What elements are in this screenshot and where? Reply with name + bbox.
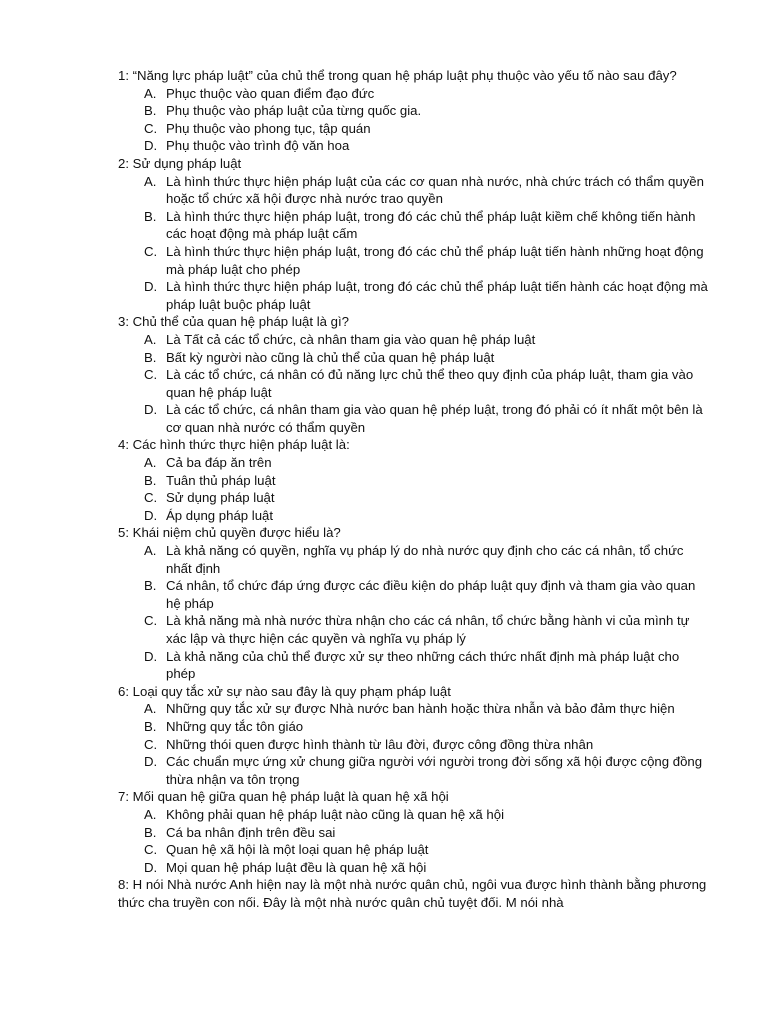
question-7-options <box>118 806 708 876</box>
option-item <box>118 507 708 525</box>
option-item <box>118 349 708 367</box>
option-item <box>118 85 708 103</box>
option-item <box>118 173 708 208</box>
option-letter: A. <box>144 173 157 189</box>
question-1-stem: 1: “Năng lực pháp luật” của chủ thể trong quan hệ pháp luật phụ thuộc vào yếu tố nào sau đây? <box>118 68 677 83</box>
document-page <box>118 67 708 912</box>
option-item <box>118 454 708 472</box>
option-text: Là hình thức thực hiện pháp luật của các cơ quan nhà nước, nhà chức trách có thẩm quyền hoặc tổ chức xã hội được nhà nước trao quyền <box>166 173 704 207</box>
question-4-stem: 4: Các hình thức thực hiện pháp luật là: <box>118 437 350 453</box>
option-letter: D. <box>144 648 158 664</box>
option-text: Không phải quan hệ pháp luật nào cũng là quan hệ xã hội <box>166 806 505 822</box>
option-letter: D. <box>144 402 158 418</box>
option-item <box>118 736 708 754</box>
option-item <box>118 841 708 859</box>
question-4-options <box>118 454 708 524</box>
option-letter: A. <box>144 806 157 822</box>
option-text: Là hình thức thực hiện pháp luật, trong đó các chủ thể pháp luật kiềm chế không tiến hành các hoạt động mà pháp luật cấm <box>166 208 696 242</box>
question-7-stem: 7: Mối quan hệ giữa quan hệ pháp luật là quan hệ xã hội <box>118 789 449 805</box>
option-text: Cả ba đáp ăn trên <box>166 455 272 471</box>
option-text: Cá ba nhân định trên đều sai <box>166 824 336 840</box>
option-letter: D. <box>144 279 158 295</box>
option-item <box>118 137 708 155</box>
option-text: Phụ thuộc vào trình độ văn hoa <box>166 138 350 154</box>
option-item <box>118 648 708 683</box>
question-5-options <box>118 542 708 683</box>
option-text: Sử dụng pháp luật <box>166 490 275 506</box>
option-item <box>118 824 708 842</box>
option-letter: A. <box>144 543 157 559</box>
question-8-text: 8: H nói Nhà nước Anh hiện nay là một nhà nước quân chủ, ngôi vua được hình thành bằng phương thức cha truyền con nối. Đây là một nhà nước quân chủ tuyệt đối. M nói nhà <box>118 877 707 910</box>
option-text: Là khả năng của chủ thể được xử sự theo những cách thức nhất định mà pháp luật cho phép <box>166 648 680 682</box>
option-item <box>118 612 708 647</box>
option-item <box>118 102 708 120</box>
option-item <box>118 577 708 612</box>
question-2-stem: 2: Sử dụng pháp luật <box>118 155 242 171</box>
question-5-stem: 5: Khái niệm chủ quyền được hiểu là? <box>118 525 341 541</box>
option-text: Là hình thức thực hiện pháp luật, trong đó các chủ thể pháp luật tiến hành những hoạt động mà pháp luật cho phép <box>166 243 704 277</box>
option-letter: A. <box>144 455 157 471</box>
question-6-options <box>118 700 708 788</box>
option-letter: D. <box>144 507 158 523</box>
option-item <box>118 753 708 788</box>
option-item <box>118 401 708 436</box>
question-3-options <box>118 331 708 437</box>
option-letter: B. <box>144 718 157 734</box>
option-letter: A. <box>144 85 157 101</box>
option-item <box>118 859 708 877</box>
option-text: Phục thuộc vào quan điểm đạo đức <box>166 85 375 101</box>
option-item <box>118 278 708 313</box>
question-2-options <box>118 173 708 314</box>
option-item <box>118 208 708 243</box>
option-text: Phụ thuộc vào phong tục, tập quán <box>166 120 371 136</box>
option-letter: C. <box>144 613 158 629</box>
option-item <box>118 806 708 824</box>
option-letter: D. <box>144 859 158 875</box>
option-letter: C. <box>144 243 158 259</box>
option-text: Cá nhân, tổ chức đáp ứng được các điều kiện do pháp luật quy định và tham gia vào quan hệ pháp <box>166 578 696 611</box>
option-text: Là các tổ chức, cá nhân tham gia vào quan hệ phép luật, trong đó phải có ít nhất một bên là cơ quan nhà nước có thẩm quyền <box>166 402 703 435</box>
question-3-stem: 3: Chủ thể của quan hệ pháp luật là gì? <box>118 314 349 330</box>
option-text: Là khả năng có quyền, nghĩa vụ pháp lý do nhà nước quy định cho các cá nhân, tổ chức nhất định <box>166 543 684 576</box>
option-letter: B. <box>144 208 157 224</box>
option-item <box>118 700 708 718</box>
option-text: Các chuẩn mực ứng xử chung giữa người với người trong đời sống xã hội được cộng đồng thừa nhận va tôn trọng <box>166 754 703 787</box>
option-letter: B. <box>144 578 157 594</box>
option-letter: C. <box>144 367 158 383</box>
question-1-options <box>118 85 708 155</box>
option-letter: B. <box>144 472 157 488</box>
option-text: Quan hệ xã hội là một loại quan hệ pháp luật <box>166 842 429 858</box>
option-text: Là các tổ chức, cá nhân có đủ năng lực chủ thể theo quy định của pháp luật, tham gia vào quan hệ pháp luật <box>166 367 694 400</box>
option-letter: D. <box>144 138 158 154</box>
option-text: Mọi quan hệ pháp luật đều là quan hệ xã hội <box>166 859 427 875</box>
option-text: Những quy tắc tôn giáo <box>166 718 304 734</box>
option-item <box>118 542 708 577</box>
option-text: Bất kỳ người nào cũng là chủ thể của quan hệ pháp luật <box>166 349 495 365</box>
option-item <box>118 489 708 507</box>
option-letter: B. <box>144 349 157 365</box>
option-letter: C. <box>144 490 158 506</box>
option-letter: C. <box>144 842 158 858</box>
option-item <box>118 331 708 349</box>
question-6-stem: 6: Loại quy tắc xử sự nào sau đây là quy phạm pháp luật <box>118 683 451 699</box>
option-item <box>118 120 708 138</box>
option-item <box>118 718 708 736</box>
option-text: Là Tất cả các tổ chức, cà nhân tham gia vào quan hệ pháp luật <box>166 331 536 347</box>
option-item <box>118 472 708 490</box>
option-letter: B. <box>144 824 157 840</box>
option-text: Là hình thức thực hiện pháp luật, trong đó các chủ thể pháp luật tiến hành các hoạt động mà pháp luật buộc pháp luật <box>166 279 708 312</box>
option-letter: A. <box>144 331 157 347</box>
option-text: Là khả năng mà nhà nước thừa nhận cho các cá nhân, tổ chức bằng hành vi của mình tự xác lập và thực hiện các quyền và nghĩa vụ pháp lý <box>166 613 690 646</box>
option-item <box>118 366 708 401</box>
option-letter: D. <box>144 754 158 770</box>
option-letter: C. <box>144 736 158 752</box>
option-text: Phụ thuộc vào pháp luật của từng quốc gia. <box>166 103 422 119</box>
option-letter: A. <box>144 701 157 717</box>
option-item <box>118 243 708 278</box>
option-text: Áp dụng pháp luật <box>166 507 274 523</box>
option-letter: C. <box>144 120 158 136</box>
option-text: Những quy tắc xử sự được Nhà nước ban hành hoặc thừa nhẫn và bảo đảm thực hiện <box>166 701 675 717</box>
option-text: Những thói quen được hình thành từ lâu đời, được công đồng thừa nhân <box>166 736 594 752</box>
option-text: Tuân thủ pháp luật <box>166 472 276 488</box>
option-letter: B. <box>144 103 157 119</box>
